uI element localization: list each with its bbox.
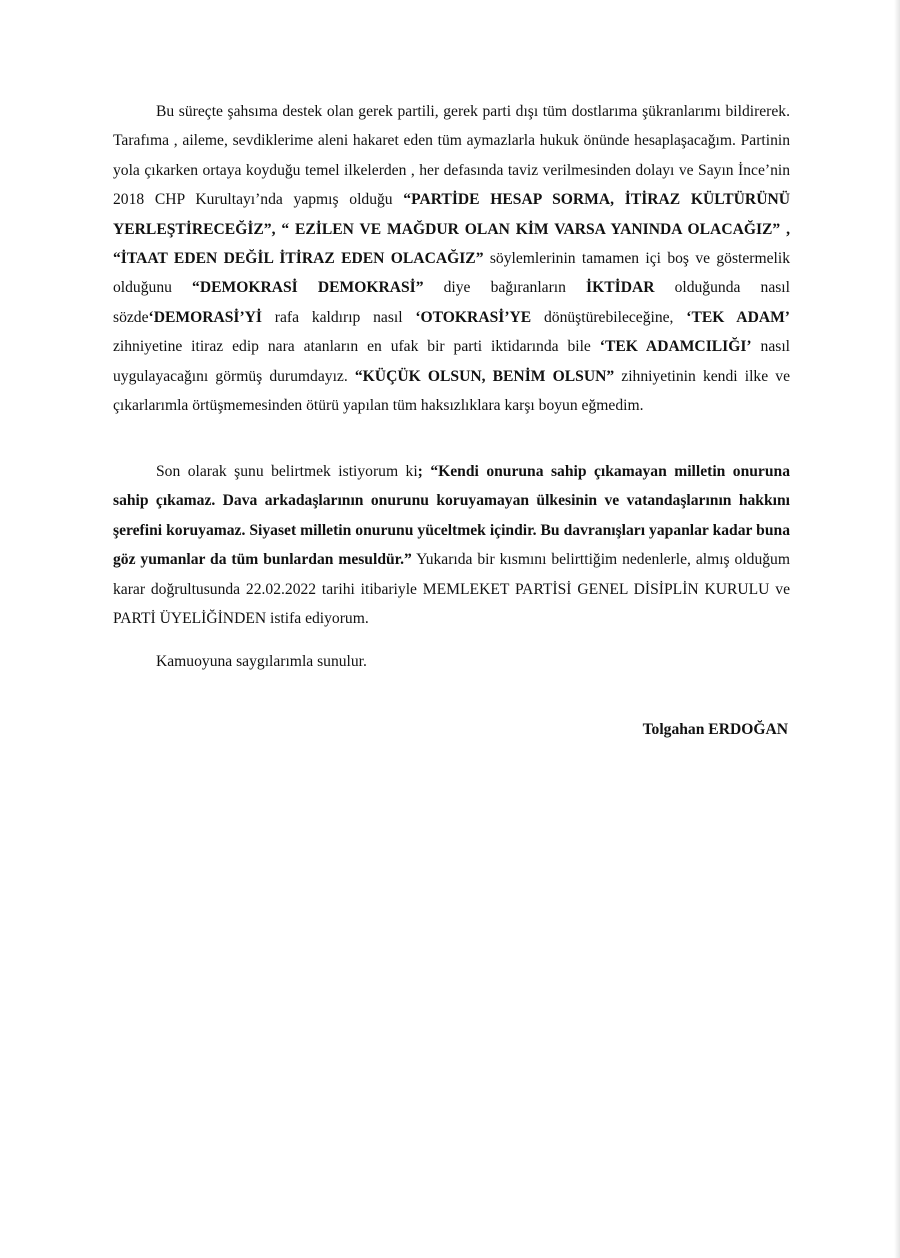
signature-name: Tolgahan ERDOĞAN <box>642 721 788 738</box>
page-edge-shadow <box>894 0 900 1258</box>
paragraph-thanks <box>113 97 790 420</box>
p2-text-1: Son olarak şunu belirtmek istiyorum ki <box>156 463 418 480</box>
p1-text-3: diye bağıranların <box>423 279 587 297</box>
p1-text-6: dönüştürebileceğine, <box>531 308 687 326</box>
p1-bold-demokrasi: “DEMOKRASİ DEMOKRASİ” <box>192 279 424 297</box>
p1-text-4: olduğunda nasıl sözde <box>113 279 790 326</box>
p1-bold-tek-adam: ‘TEK ADAM’ <box>686 308 790 326</box>
p2-bold-quote: ; “Kendi onuruna sahip çıkamayan milletin onuruna sahip çıkamaz. Dava arkadaşlarının onurunu koruyamayan ülkesinin ve vatandaşlarının hakkını şerefini koruyamaz. Siyaset milletin onurunu yüceltmek içindir. Bu davranışları yapanlar kadar buna göz yumanlar da tüm bunlardan mesuldür.” <box>113 463 790 569</box>
p1-text-9: zihniyetinin kendi ilke ve çıkarlarımla örtüşmemesinden ötürü yapılan tüm haksızlıklara karşı boyun eğmedim. <box>113 367 790 415</box>
p1-bold-slogans: “PARTİDE HESAP SORMA, İTİRAZ KÜLTÜRÜNÜ YERLEŞTİRECEĞİZ”, “ EZİLEN VE MAĞDUR OLAN KİM VARSA YANINDA OLACAĞIZ” , “İTAAT EDEN DEĞİL İTİRAZ EDEN OLACAĞIZ” <box>113 191 790 268</box>
p1-bold-iktidar: İKTİDAR <box>586 279 655 297</box>
p2-text-2: Yukarıda bir kısmını belirttiğim nedenlerle, almış olduğum karar doğrultusunda 22.02.2022 tarihi itibariyle MEMLEKET PARTİSİ GENEL DİSİPLİN KURULU ve PARTİ ÜYELİĞİNDEN istifa ediyorum. <box>113 551 790 628</box>
p1-text-8: nasıl uygulayacağını görmüş durumdayız. <box>113 338 790 385</box>
paragraph-closing <box>113 647 790 676</box>
p1-text-5: rafa kaldırıp nasıl <box>262 308 416 326</box>
p1-text-2: söylemlerinin tamamen içi boş ve göstermelik olduğunu <box>113 250 790 297</box>
paragraph-resignation <box>113 457 790 633</box>
p1-bold-otokrasi: ‘OTOKRASİ’YE <box>415 308 532 326</box>
p1-text-1: Bu süreçte şahsıma destek olan gerek partili, gerek parti dışı tüm dostlarıma şükranlarımı bildirerek. Tarafıma , aileme, sevdiklerime aleni hakaret eden tüm aymazlarla hukuk önünde hesaplaşacağım. Partinin yola çıkarken ortaya koyduğu temel ilkelerden , her defasında taviz verilmesinden dolayı ve Sayın İnce’nin 2018 CHP Kurultayı’nda yapmış olduğu <box>113 103 790 209</box>
p1-bold-demorasi: ‘DEMORASİ’Yİ <box>148 308 263 326</box>
p1-text-7: zihniyetine itiraz edip nara atanların en ufak bir parti iktidarında bile <box>113 338 600 356</box>
closing-text: Kamuoyuna saygılarımla sunulur. <box>156 653 367 670</box>
p1-bold-kucuk-olsun: “KÜÇÜK OLSUN, BENİM OLSUN” <box>354 367 615 385</box>
p1-bold-tek-adamciligi: ‘TEK ADAMCILIĞI’ <box>599 338 752 356</box>
